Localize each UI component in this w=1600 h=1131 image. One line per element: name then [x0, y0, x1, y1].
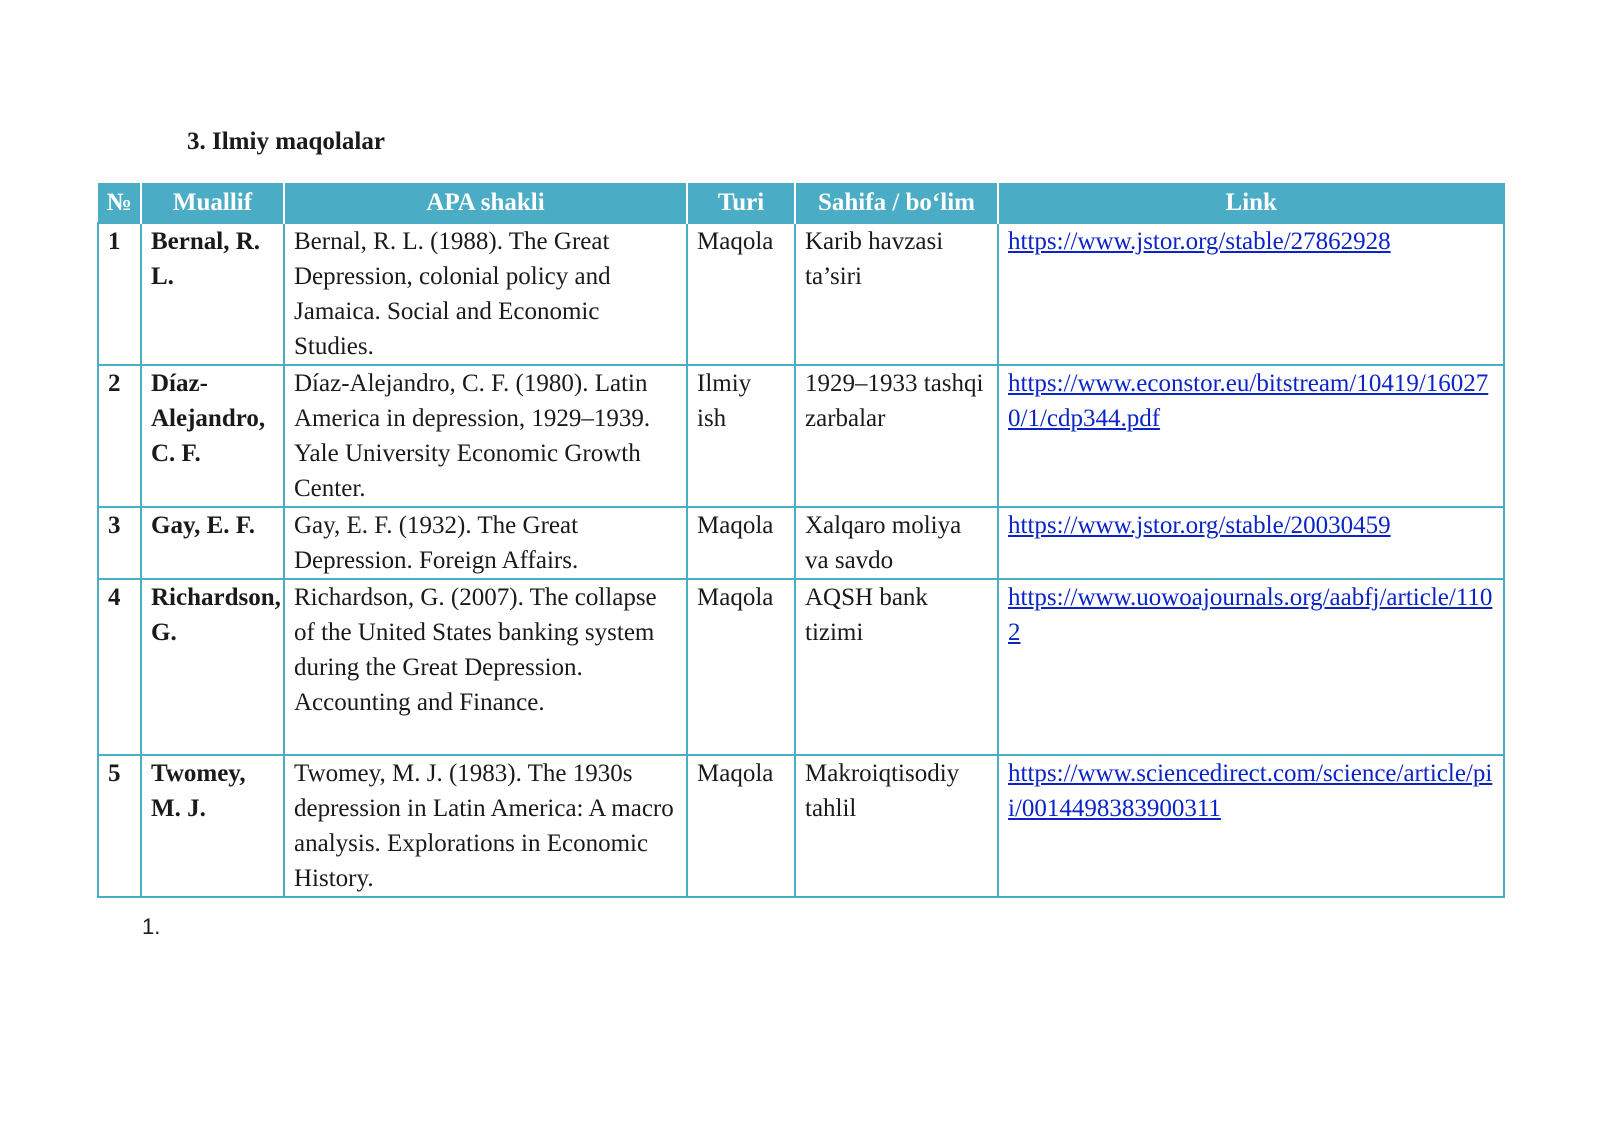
list-item-marker: 1. — [142, 914, 161, 939]
row-author: Bernal, R. L. — [141, 223, 284, 365]
reference-link[interactable]: https://www.sciencedirect.com/science/article/pii/0014498383900311 — [1008, 760, 1493, 822]
row-section: Makroiqtisodiy tahlil — [795, 755, 998, 897]
reference-link[interactable]: https://www.jstor.org/stable/27862928 — [1008, 228, 1391, 255]
row-type: Maqola — [687, 755, 795, 897]
row-type: Ilmiy ish — [687, 365, 795, 507]
row-type: Maqola — [687, 507, 795, 579]
row-number: 2 — [98, 365, 141, 507]
row-link-cell — [998, 755, 1504, 897]
row-type: Maqola — [687, 223, 795, 365]
reference-link[interactable]: https://www.uowoajournals.org/aabfj/article/1102 — [1008, 584, 1493, 646]
row-author: Díaz-Alejandro, C. F. — [141, 365, 284, 507]
row-section: 1929–1933 tashqi zarbalar — [795, 365, 998, 507]
table-row — [98, 579, 1504, 755]
header-link: Link — [998, 184, 1504, 224]
row-apa: Richardson, G. (2007). The collapse of the United States banking system during the Great Depression. Accounting and Finance. — [284, 579, 687, 755]
table-row — [98, 755, 1504, 897]
table-row — [98, 365, 1504, 507]
row-section: Xalqaro moliya va savdo — [795, 507, 998, 579]
table-row — [98, 223, 1504, 365]
section-title: 3. Ilmiy maqolalar — [187, 128, 385, 155]
row-number: 1 — [98, 223, 141, 365]
row-apa: Twomey, M. J. (1983). The 1930s depression in Latin America: A macro analysis. Explorations in Economic History. — [284, 755, 687, 897]
header-number: № — [98, 184, 141, 224]
row-author: Richardson, G. — [141, 579, 284, 755]
row-section: AQSH bank tizimi — [795, 579, 998, 755]
header-author: Muallif — [141, 184, 284, 224]
header-type: Turi — [687, 184, 795, 224]
row-link-cell — [998, 579, 1504, 755]
row-link-cell — [998, 365, 1504, 507]
header-apa: APA shakli — [284, 184, 687, 224]
references-table — [97, 183, 1505, 898]
reference-link[interactable]: https://www.jstor.org/stable/20030459 — [1008, 512, 1391, 539]
row-apa: Gay, E. F. (1932). The Great Depression. Foreign Affairs. — [284, 507, 687, 579]
reference-link[interactable]: https://www.econstor.eu/bitstream/10419/160270/1/cdp344.pdf — [1008, 370, 1489, 432]
row-number: 5 — [98, 755, 141, 897]
header-section: Sahifa / bo‘lim — [795, 184, 998, 224]
row-author: Gay, E. F. — [141, 507, 284, 579]
row-apa: Díaz-Alejandro, C. F. (1980). Latin America in depression, 1929–1939. Yale University Economic Growth Center. — [284, 365, 687, 507]
row-apa: Bernal, R. L. (1988). The Great Depression, colonial policy and Jamaica. Social and Economic Studies. — [284, 223, 687, 365]
table-header-row — [98, 184, 1504, 224]
row-number: 4 — [98, 579, 141, 755]
row-link-cell — [998, 223, 1504, 365]
table-row — [98, 507, 1504, 579]
row-link-cell — [998, 507, 1504, 579]
row-number: 3 — [98, 507, 141, 579]
row-author: Twomey, M. J. — [141, 755, 284, 897]
row-type: Maqola — [687, 579, 795, 755]
row-section: Karib havzasi ta’siri — [795, 223, 998, 365]
